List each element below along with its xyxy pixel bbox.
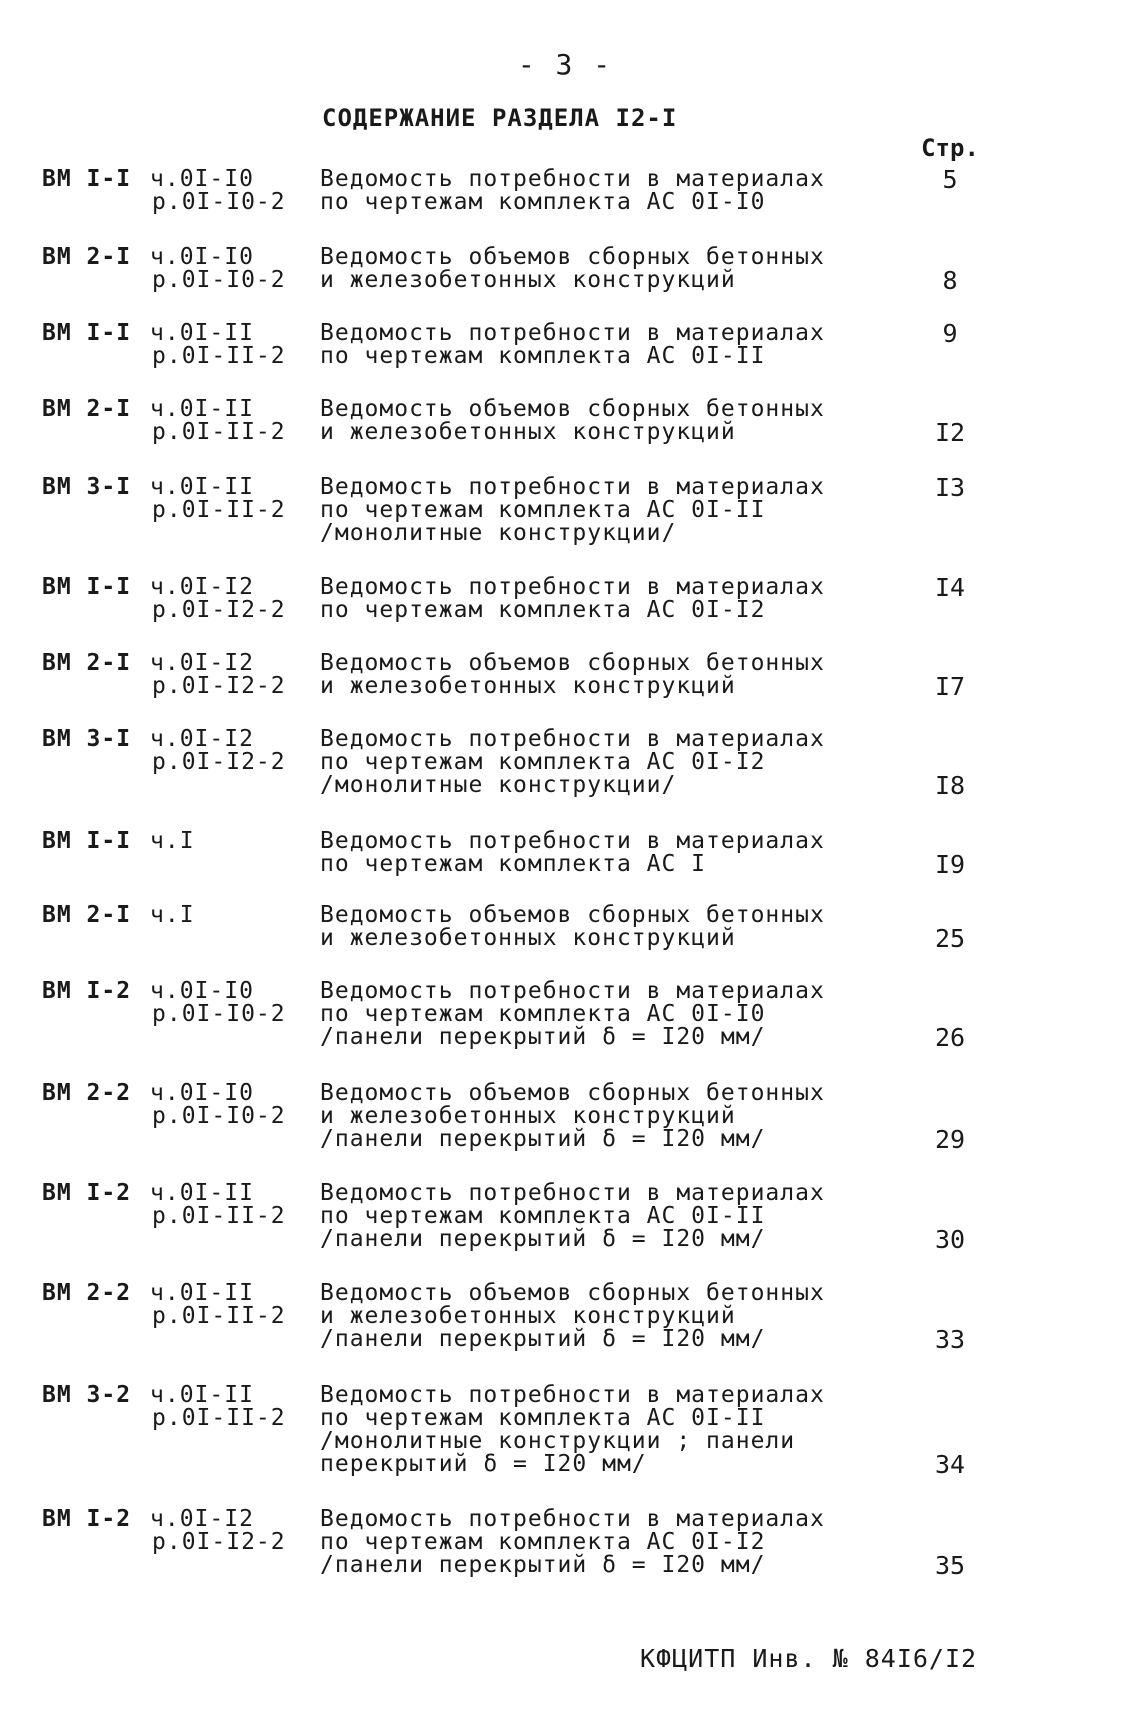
entry-page-number: 34 bbox=[934, 1450, 966, 1479]
entry-parts bbox=[150, 168, 320, 214]
entry-description-line: /панели перекрытий δ = I20 мм/ bbox=[320, 1552, 766, 1578]
entry-description-line: /панели перекрытий δ = I20 мм/ bbox=[320, 1226, 766, 1252]
entry-description-line: /панели перекрытий δ = I20 мм/ bbox=[320, 1326, 766, 1352]
entry-page-number: 29 bbox=[934, 1125, 966, 1154]
entry-description bbox=[320, 830, 880, 876]
entry-page-number: 30 bbox=[934, 1225, 966, 1254]
entry-part-line: ч.0I-I2 bbox=[150, 574, 254, 600]
entry-page-number: I4 bbox=[934, 573, 966, 602]
entry-description-line: Ведомость объемов сборных бетонных bbox=[320, 1280, 825, 1306]
entry-description bbox=[320, 980, 880, 1049]
entry-description-line: по чертежам комплекта АС 0I-I0 bbox=[320, 1001, 766, 1027]
entry-description bbox=[320, 728, 880, 797]
entry-part-line: р.0I-I2-2 bbox=[152, 1529, 286, 1555]
page-number: - 3 - bbox=[517, 48, 613, 81]
entry-description-line: по чертежам комплекта АС 0I-I2 bbox=[320, 749, 766, 775]
entry-parts bbox=[150, 576, 320, 622]
entry-description bbox=[320, 1384, 880, 1476]
entry-page-number: I2 bbox=[934, 418, 966, 447]
entry-part-line: р.0I-II-2 bbox=[152, 497, 286, 523]
entry-page-number: 25 bbox=[934, 924, 966, 953]
entry-description-line: и железобетонных конструкций bbox=[320, 419, 736, 445]
entry-part-line: ч.0I-I2 bbox=[150, 726, 254, 752]
entry-description bbox=[320, 246, 880, 292]
entry-description-line: Ведомость потребности в материалах bbox=[320, 166, 825, 192]
entry-description bbox=[320, 1082, 880, 1151]
entry-description bbox=[320, 652, 880, 698]
entry-description-line: Ведомость потребности в материалах bbox=[320, 1506, 825, 1532]
entry-part-line: ч.0I-II bbox=[150, 396, 254, 422]
entry-code: ВМ I-I bbox=[42, 166, 132, 192]
entry-part-line: ч.0I-II bbox=[150, 1180, 254, 1206]
entry-description-line: по чертежам комплекта АС 0I-II bbox=[320, 497, 766, 523]
entry-parts bbox=[150, 904, 320, 927]
entry-parts bbox=[150, 1182, 320, 1228]
entry-description-line: /панели перекрытий δ = I20 мм/ bbox=[320, 1126, 766, 1152]
entry-part-line: р.0I-II-2 bbox=[152, 1203, 286, 1229]
entry-part-line: р.0I-II-2 bbox=[152, 1405, 286, 1431]
entry-page-number: I8 bbox=[934, 771, 966, 800]
entry-part-line: ч.0I-II bbox=[150, 474, 254, 500]
entry-description-line: по чертежам комплекта АС 0I-II bbox=[320, 1203, 766, 1229]
entry-parts bbox=[150, 830, 320, 853]
entry-description bbox=[320, 398, 880, 444]
entry-description-line: /панели перекрытий δ = I20 мм/ bbox=[320, 1024, 766, 1050]
entry-code: ВМ 2-I bbox=[42, 902, 132, 928]
entry-description-line: и железобетонных конструкций bbox=[320, 925, 736, 951]
entry-code: ВМ I-I bbox=[42, 828, 132, 854]
entry-description-line: Ведомость потребности в материалах bbox=[320, 828, 825, 854]
entry-description-line: и железобетонных конструкций bbox=[320, 1303, 736, 1329]
entry-description-line: Ведомость объемов сборных бетонных bbox=[320, 1080, 825, 1106]
entry-description-line: Ведомость объемов сборных бетонных bbox=[320, 902, 825, 928]
entry-code: ВМ 3-I bbox=[42, 726, 132, 752]
entry-description-line: /монолитные конструкции ; панели bbox=[320, 1428, 796, 1454]
entry-parts bbox=[150, 652, 320, 698]
entry-description-line: и железобетонных конструкций bbox=[320, 267, 736, 293]
entry-parts bbox=[150, 1082, 320, 1128]
entry-page-number: 26 bbox=[934, 1023, 966, 1052]
entry-parts bbox=[150, 476, 320, 522]
page-column-header: Стр. bbox=[921, 134, 979, 162]
entry-code: ВМ 2-I bbox=[42, 244, 132, 270]
entry-parts bbox=[150, 1508, 320, 1554]
entry-parts bbox=[150, 1282, 320, 1328]
entry-part-line: ч.0I-II bbox=[150, 1382, 254, 1408]
entry-code: ВМ 3-2 bbox=[42, 1382, 132, 1408]
entry-description bbox=[320, 168, 880, 214]
entry-parts bbox=[150, 246, 320, 292]
entry-description-line: по чертежам комплекта АС 0I-I2 bbox=[320, 597, 766, 623]
entry-description-line: Ведомость объемов сборных бетонных bbox=[320, 244, 825, 270]
entry-part-line: р.0I-I0-2 bbox=[152, 1103, 286, 1129]
entry-page-number: 33 bbox=[934, 1325, 966, 1354]
entry-description-line: по чертежам комплекта АС 0I-II bbox=[320, 343, 766, 369]
entry-part-line: р.0I-II-2 bbox=[152, 343, 286, 369]
entry-code: ВМ I-I bbox=[42, 320, 132, 346]
entry-part-line: р.0I-I0-2 bbox=[152, 267, 286, 293]
entry-description bbox=[320, 1182, 880, 1251]
entry-part-line: ч.0I-II bbox=[150, 1280, 254, 1306]
entry-description-line: /монолитные конструкции/ bbox=[320, 772, 677, 798]
entry-page-number: 5 bbox=[942, 165, 958, 194]
entry-description-line: Ведомость потребности в материалах bbox=[320, 320, 825, 346]
entry-parts bbox=[150, 398, 320, 444]
entry-part-line: р.0I-I2-2 bbox=[152, 749, 286, 775]
entry-description-line: по чертежам комплекта АС 0I-I0 bbox=[320, 189, 766, 215]
entry-code: ВМ I-2 bbox=[42, 1506, 132, 1532]
entry-page-number: 35 bbox=[934, 1551, 966, 1580]
entry-part-line: ч.0I-I0 bbox=[150, 978, 254, 1004]
entry-code: ВМ 2-I bbox=[42, 396, 132, 422]
inventory-footer: КФЦИТП Инв. № 84I6/I2 bbox=[640, 1644, 978, 1673]
entry-description-line: по чертежам комплекта АС I bbox=[320, 851, 707, 877]
entry-description bbox=[320, 904, 880, 950]
entry-description bbox=[320, 322, 880, 368]
entry-parts bbox=[150, 322, 320, 368]
entry-code: ВМ 2-2 bbox=[42, 1080, 132, 1106]
entry-part-line: ч.0I-I2 bbox=[150, 650, 254, 676]
entry-page-number: I3 bbox=[934, 473, 966, 502]
entry-description-line: Ведомость потребности в материалах bbox=[320, 1180, 825, 1206]
entry-description bbox=[320, 476, 880, 545]
entry-description-line: /монолитные конструкции/ bbox=[320, 520, 677, 546]
entry-part-line: р.0I-I0-2 bbox=[152, 1001, 286, 1027]
entry-description-line: Ведомость объемов сборных бетонных bbox=[320, 396, 825, 422]
section-title: СОДЕРЖАНИЕ РАЗДЕЛА I2-I bbox=[322, 104, 678, 132]
entry-part-line: ч.0I-I0 bbox=[150, 244, 254, 270]
entry-code: ВМ I-2 bbox=[42, 1180, 132, 1206]
entry-parts bbox=[150, 1384, 320, 1430]
entry-part-line: ч.0I-I0 bbox=[150, 166, 254, 192]
entry-description bbox=[320, 1508, 880, 1577]
entry-code: ВМ I-I bbox=[42, 574, 132, 600]
entry-description-line: Ведомость потребности в материалах bbox=[320, 1382, 825, 1408]
entry-part-line: р.0I-II-2 bbox=[152, 1303, 286, 1329]
entry-parts bbox=[150, 980, 320, 1026]
entry-description-line: перекрытий δ = I20 мм/ bbox=[320, 1451, 647, 1477]
entry-description-line: по чертежам комплекта АС 0I-II bbox=[320, 1405, 766, 1431]
entry-description-line: Ведомость объемов сборных бетонных bbox=[320, 650, 825, 676]
entry-part-line: ч.I bbox=[150, 828, 195, 854]
entry-page-number: 8 bbox=[942, 266, 958, 295]
entry-part-line: р.0I-I2-2 bbox=[152, 597, 286, 623]
entry-parts bbox=[150, 728, 320, 774]
entry-description-line: Ведомость потребности в материалах bbox=[320, 978, 825, 1004]
entry-description-line: Ведомость потребности в материалах bbox=[320, 574, 825, 600]
entry-page-number: 9 bbox=[942, 319, 958, 348]
entry-description-line: Ведомость потребности в материалах bbox=[320, 726, 825, 752]
entry-page-number: I7 bbox=[934, 672, 966, 701]
entry-part-line: р.0I-I2-2 bbox=[152, 673, 286, 699]
entry-part-line: ч.I bbox=[150, 902, 195, 928]
entry-code: ВМ 2-I bbox=[42, 650, 132, 676]
entry-description-line: и железобетонных конструкций bbox=[320, 673, 736, 699]
entry-code: ВМ 2-2 bbox=[42, 1280, 132, 1306]
entry-description-line: по чертежам комплекта АС 0I-I2 bbox=[320, 1529, 766, 1555]
entry-part-line: ч.0I-I0 bbox=[150, 1080, 254, 1106]
entry-code: ВМ I-2 bbox=[42, 978, 132, 1004]
entry-part-line: ч.0I-II bbox=[150, 320, 254, 346]
entry-part-line: р.0I-I0-2 bbox=[152, 189, 286, 215]
entry-description bbox=[320, 576, 880, 622]
entry-page-number: I9 bbox=[934, 850, 966, 879]
entry-part-line: р.0I-II-2 bbox=[152, 419, 286, 445]
entry-description-line: и железобетонных конструкций bbox=[320, 1103, 736, 1129]
entry-part-line: ч.0I-I2 bbox=[150, 1506, 254, 1532]
entry-description bbox=[320, 1282, 880, 1351]
entry-description-line: Ведомость потребности в материалах bbox=[320, 474, 825, 500]
entry-code: ВМ 3-I bbox=[42, 474, 132, 500]
